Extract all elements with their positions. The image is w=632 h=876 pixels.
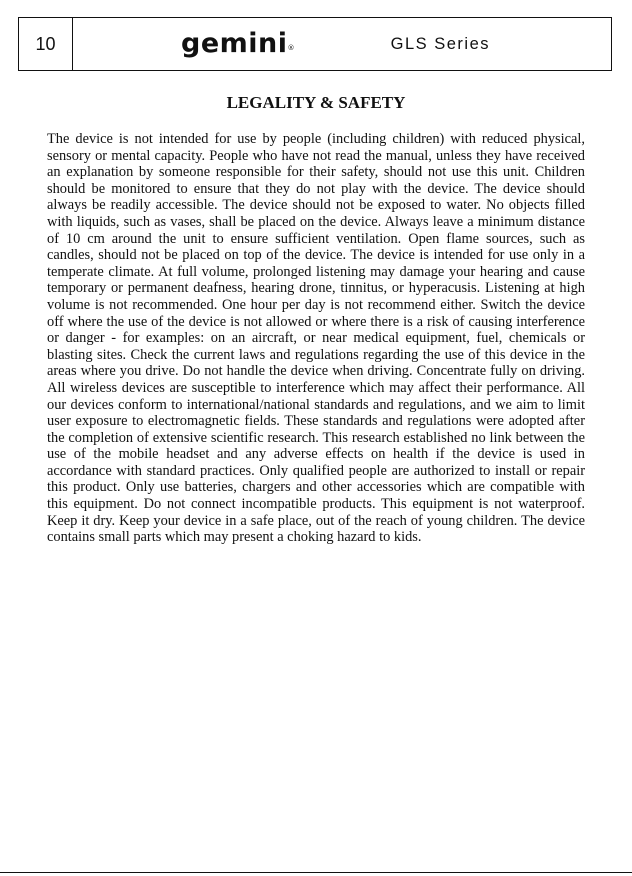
bottom-rule — [0, 872, 632, 873]
page-number: 10 — [19, 18, 73, 70]
series-name: GLS Series — [390, 35, 490, 53]
logo-text: gemini — [181, 28, 288, 59]
safety-paragraph: The device is not intended for use by people (including children) with reduced physical, sensory or mental capacity. People who have not read the manual, unless they have received an explanation by someone responsible for their safety, should not use this unit. Children should be monitored to ensure that they do not play with the device. The device should always be readily accessible. The device should not be exposed to water. No objects filled with liquids, such as vases, shall be placed on the device. Always leave a minimum distance of 10 cm around the unit to ensure sufficient ventilation. Open flame sources, such as candles, should not be placed on top of the device. The device is intended for use only in a temperate climate. At full volume, prolonged listening may damage your hearing and cause temporary or permanent deafness, hearing drone, tinnitus, or hyperacusis. Listening at high volume is not recommended. One hour per day is not recommend either. Switch the device off where the use of the device is not allowed or where there is a risk of causing interference or danger - for examples: on an aircraft, or near medical equipment, fuel, chemicals or blasting sites. Check the current laws and regulations regarding the use of this device in the areas where you drive. Do not handle the device when driving. Concentrate fully on driving. All wireless devices are susceptible to interference which may affect their performance. All our devices conform to international/national standards and regulations, and we aim to limit user exposure to electromagnetic fields. These standards and regulations were adopted after the completion of extensive scientific research. This research established no link between the use of the mobile headset and any adverse effects on health if the device is used in accordance with standard practices. Only qualified people are authorized to install or repair this product. Only use batteries, chargers and other accessories which are compatible with this equipment. Do not connect incompatible products. This equipment is not waterproof. Keep it dry. Keep your device in a safe place, out of the reach of young children. The device contains small parts which may present a choking hazard to kids. — [47, 131, 585, 546]
page-header — [18, 17, 612, 71]
page-title: LEGALITY & SAFETY — [226, 93, 406, 112]
gemini-logo — [181, 29, 295, 59]
registered-mark: ® — [287, 44, 296, 52]
